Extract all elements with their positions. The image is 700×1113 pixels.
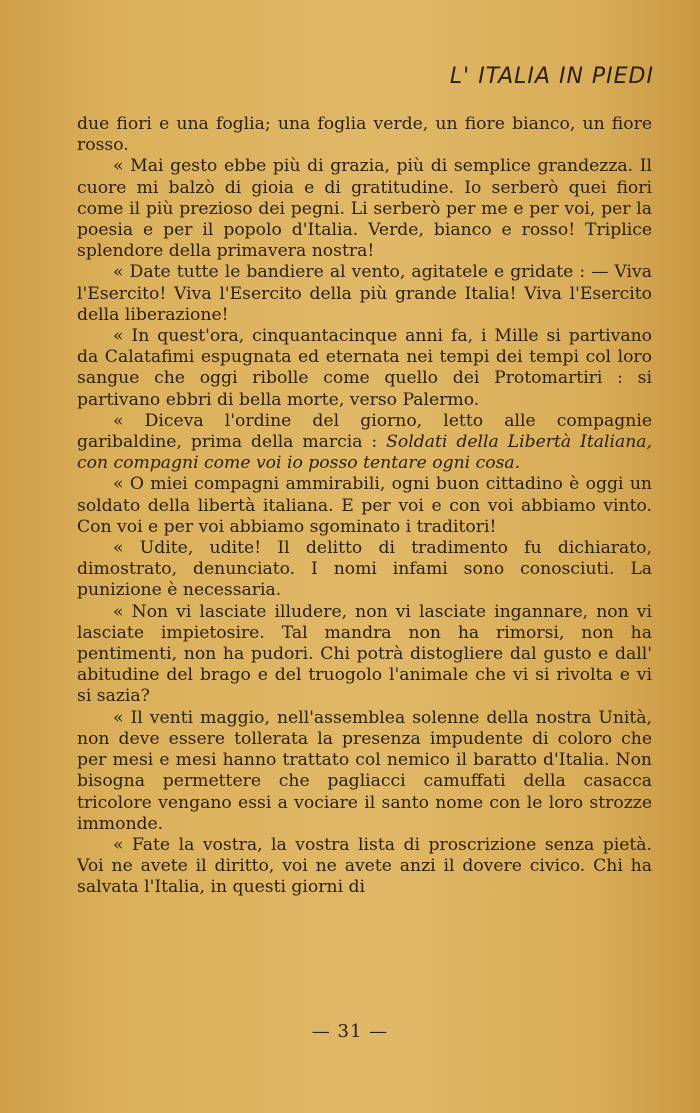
paragraph-10: « Fate la vostra, la vostra lista di proscrizione senza pietà. Voi ne avete il diritto, voi ne avete anzi il dovere civico. Chi ha salvata l'Italia, in questi giorni di [77,834,652,898]
paragraph-6: « O miei compagni ammirabili, ogni buon cittadino è oggi un soldato della libertà italiana. E per voi e con voi abbiamo vinto. Con voi e per voi abbiamo sgominato i traditori! [77,474,652,537]
paragraph-7: « Udite, udite! Il delitto di tradimento fu dichiarato, dimostrato, denunciato. I nomi infami sono conosciuti. La punizione è necessaria. [77,538,652,601]
body-text [77,114,652,899]
paragraph-4: « In quest'ora, cinquantacinque anni fa, i Mille si partivano da Calatafimi espugnata ed eternata nei tempi dei tempi col loro sangue che oggi ribolle come quello dei Protomartiri : si partivano ebbri di bella morte, verso Palermo. [77,326,652,410]
running-head: L' ITALIA IN PIEDI [449,64,654,89]
paragraph-8: « Non vi lasciate illudere, non vi lasciate ingannare, non vi lasciate impietosire. Tal mandra non ha rimorsi, non ha pentimenti, non ha pudori. Chi potrà distogliere dal gusto e dall' abitudine del brago e del truogolo l'animale che vi si rivolta e vi si sazia? [77,601,652,707]
paragraph-9: « Il venti maggio, nell'assemblea solenne della nostra Unità, non deve essere tollerata la presenza impudente di coloro che per mesi e mesi hanno trattato col nemico il baratto d'Italia. Non bisogna permettere che pagliacci camuffati della casacca tricolore vengano essi a vociare il santo nome con le loro strozze immonde. [77,707,652,834]
paragraph-5 [77,411,652,475]
garibaldi-quote: Soldati della Libertà Italiana, con compagni come voi io posso tentare ogni cosa. [77,432,652,474]
paragraph-1: due fiori e una foglia; una foglia verde, un fiore bianco, un fiore rosso. [77,114,652,156]
paragraph-3: « Date tutte le bandiere al vento, agitatele e gridate : — Viva l'Esercito! Viva l'Esercito della più grande Italia! Viva l'Esercito della liberazione! [77,262,652,325]
paragraph-5-text: « Diceva l'ordine del giorno, letto alle compagnie garibaldine, prima della marcia : [77,410,652,453]
page-number: — 31 — [311,1021,389,1042]
paragraph-2: « Mai gesto ebbe più di grazia, più di semplice grandezza. Il cuore mi balzò di gioia e di gratitudine. Io serberò quei fiori come il più prezioso dei pegni. Li serberò per me e per voi, per la poesia e per il popolo d'Italia. Verde, bianco e rosso! Triplice splendore della primavera nostra! [77,156,652,262]
